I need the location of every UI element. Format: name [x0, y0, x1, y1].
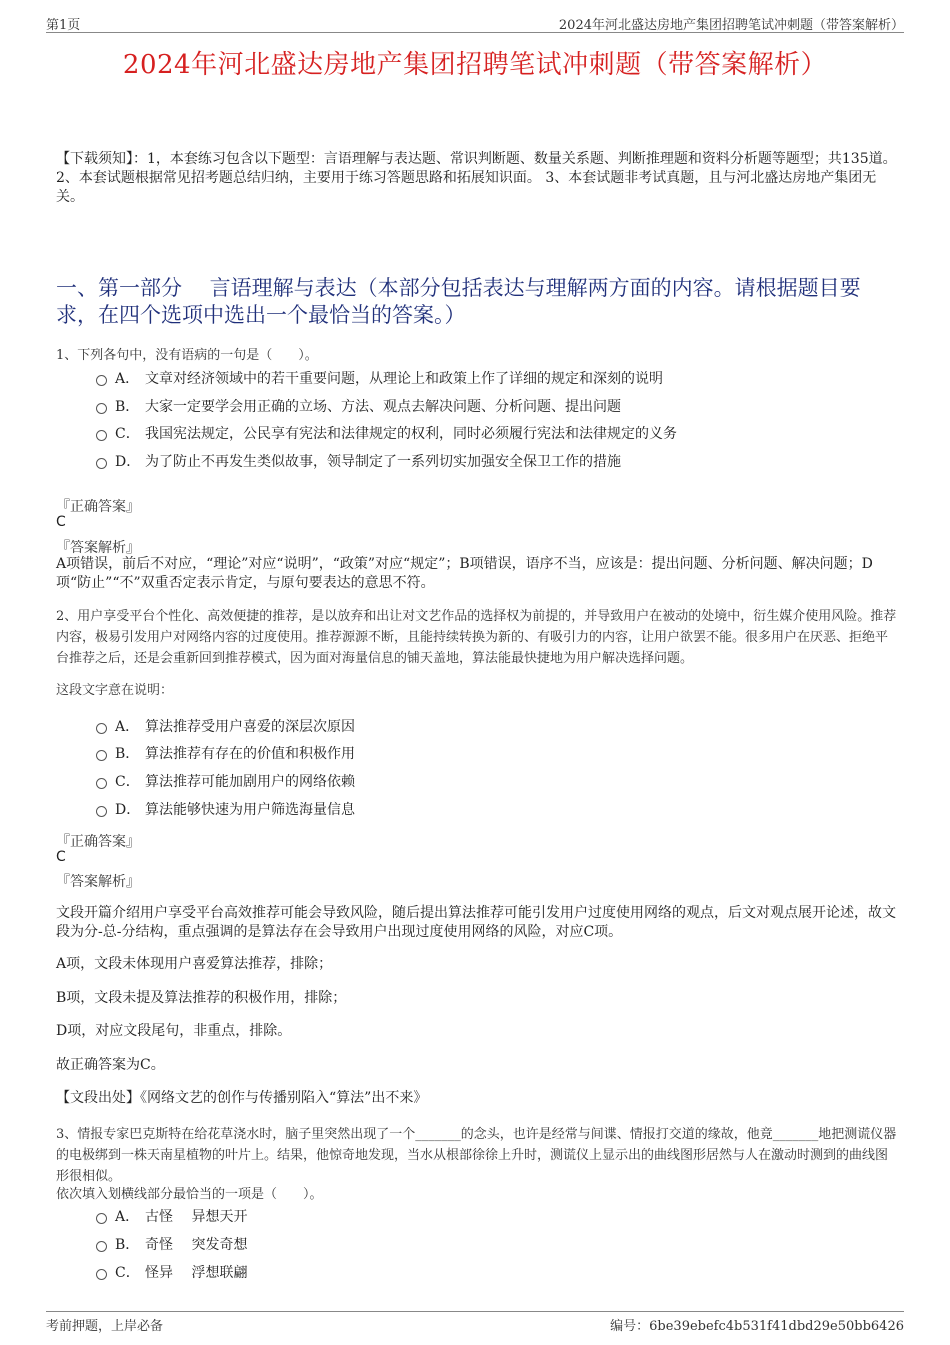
option-letter: B．: [115, 746, 140, 762]
q1-stem: 1、下列各句中，没有语病的一句是（ ）。: [56, 348, 318, 363]
q2-option-b[interactable]: [96, 745, 890, 763]
option-text: 算法推荐可能加剧用户的网络依赖: [145, 774, 355, 790]
option-text: 怪异 浮想联翩: [145, 1265, 248, 1281]
q1-option-b[interactable]: [96, 398, 890, 416]
q1-analysis-label: 『答案解析』: [56, 540, 140, 556]
option-letter: C．: [115, 774, 140, 790]
page-number: 第1页: [46, 18, 81, 33]
q2-source: 【文段出处】《网络文艺的创作与传播别陷入“算法”出不来》: [56, 1090, 428, 1106]
option-letter: B．: [115, 399, 140, 415]
q3-option-c[interactable]: [96, 1264, 890, 1282]
option-text: 奇怪 突发奇想: [145, 1237, 248, 1253]
q3-question: 依次填入划横线部分最恰当的一项是（ ）。: [56, 1187, 323, 1202]
page-header: [46, 14, 904, 33]
q2-stem: 2、用户享受平台个性化、高效便捷的推荐，是以放弃和出让对文艺作品的选择权为前提的，并导致用户在被动的处境中，衍生媒介使用风险。推荐内容，极易引发用户对网络内容的过度使用。推荐源源不断，且能持续转换为新的、有吸引力的内容，让用户欲罢不能。很多用户在厌恶、拒绝平台推荐之后，还是会重新回到推荐模式，因为面对海量信息的铺天盖地，算法能最快捷地为用户解决选择问题。: [56, 609, 897, 666]
q1-option-c[interactable]: [96, 425, 890, 443]
page-footer: [46, 1311, 904, 1332]
radio-icon[interactable]: [96, 750, 107, 761]
q2-option-d[interactable]: [96, 801, 890, 819]
header-doc-title: 2024年河北盛达房地产集团招聘笔试冲刺题（带答案解析）: [558, 18, 904, 33]
footer-slogan: 考前押题，上岸必备: [46, 1319, 164, 1334]
q2-correct-answer-label: 『正确答案』: [56, 834, 140, 850]
option-letter: A．: [115, 371, 140, 387]
section-heading: 一、第一部分 言语理解与表达（本部分包括表达与理解两方面的内容。请根据题目要求，在四个选项中选出一个最恰当的答案。）: [56, 276, 861, 327]
radio-icon[interactable]: [96, 1269, 107, 1280]
q2-analysis-label: 『答案解析』: [56, 874, 140, 890]
q1-answer: C: [56, 514, 66, 530]
radio-icon[interactable]: [96, 1213, 107, 1224]
q2-question: 这段文字意在说明：: [56, 683, 174, 698]
radio-icon[interactable]: [96, 430, 107, 441]
q2-answer: C: [56, 849, 66, 865]
footer-serial: 编号：6be39ebefc4b531f41dbd29e50bb6426: [610, 1319, 904, 1334]
q3-stem: 3、情报专家巴克斯特在给花草浇水时，脑子里突然出现了一个_______的念头，也许是经常与间谍、情报打交道的缘故，他竟_______地把测谎仪器的电极绑到一株天南星植物的叶片上。结果，他惊奇地发现，当水从根部徐徐上升时，测谎仪上显示出的曲线图形居然与人在激动时测到的曲线图形很相似。: [56, 1127, 897, 1184]
q2-analysis-b: B项，文段未提及算法推荐的积极作用，排除；: [56, 990, 347, 1006]
q1-option-a[interactable]: [96, 370, 890, 388]
option-letter: A．: [115, 1209, 140, 1225]
q2-option-a[interactable]: [96, 718, 890, 736]
option-letter: B．: [115, 1237, 140, 1253]
option-letter: D．: [115, 454, 141, 470]
q2-analysis-a: A项，文段未体现用户喜爱算法推荐，排除；: [56, 956, 333, 972]
radio-icon[interactable]: [96, 403, 107, 414]
q2-analysis-conclusion: 故正确答案为C。: [56, 1057, 165, 1073]
q1-correct-answer-label: 『正确答案』: [56, 499, 140, 515]
option-letter: C．: [115, 1265, 140, 1281]
option-text: 算法推荐受用户喜爱的深层次原因: [145, 719, 355, 735]
radio-icon[interactable]: [96, 778, 107, 789]
option-letter: A．: [115, 719, 140, 735]
option-text: 算法推荐有存在的价值和积极作用: [145, 746, 355, 762]
option-letter: C．: [115, 426, 140, 442]
q1-option-d[interactable]: [96, 453, 890, 471]
document-title: 2024年河北盛达房地产集团招聘笔试冲刺题（带答案解析）: [122, 50, 828, 80]
q3-option-b[interactable]: [96, 1236, 890, 1254]
radio-icon[interactable]: [96, 458, 107, 469]
q2-analysis-main: 文段开篇介绍用户享受平台高效推荐可能会导致风险，随后提出算法推荐可能引发用户过度使用网络的观点，后文对观点展开论述，故文段为分-总-分结构，重点强调的是算法存在会导致用户出现过度使用网络的风险，对应C项。: [56, 905, 896, 940]
radio-icon[interactable]: [96, 375, 107, 386]
option-text: 古怪 异想天开: [145, 1209, 248, 1225]
q2-option-c[interactable]: [96, 773, 890, 791]
radio-icon[interactable]: [96, 806, 107, 817]
radio-icon[interactable]: [96, 723, 107, 734]
option-text: 我国宪法规定，公民享有宪法和法律规定的权利，同时必须履行宪法和法律规定的义务: [145, 426, 677, 442]
option-text: 大家一定要学会用正确的立场、方法、观点去解决问题、分析问题、提出问题: [145, 399, 621, 415]
q3-option-a[interactable]: [96, 1208, 890, 1226]
option-text: 为了防止不再发生类似故事，领导制定了一系列切实加强安全保卫工作的措施: [145, 454, 621, 470]
radio-icon[interactable]: [96, 1241, 107, 1252]
option-text: 文章对经济领域中的若干重要问题，从理论上和政策上作了详细的规定和深刻的说明: [145, 371, 663, 387]
q1-analysis: A项错误，前后不对应，“理论”对应“说明”，“政策”对应“规定”；B项错误，语序不当，应该是：提出问题、分析问题、解决问题；D项“防止”“不”双重否定表示肯定，与原句要表达的意思不符。: [56, 556, 873, 591]
option-letter: D．: [115, 802, 141, 818]
q2-analysis-d: D项，对应文段尾句，非重点，排除。: [56, 1023, 292, 1039]
download-notice: 【下载须知】：1，本套练习包含以下题型：言语理解与表达题、常识判断题、数量关系题、判断推理题和资料分析题等题型；共135道。 2、本套试题根据常见招考题总结归纳，主要用于练习答题思路和拓展知识面。 3、本套试题非考试真题，且与河北盛达房地产集团无关。: [56, 151, 897, 205]
option-text: 算法能够快速为用户筛选海量信息: [145, 802, 355, 818]
